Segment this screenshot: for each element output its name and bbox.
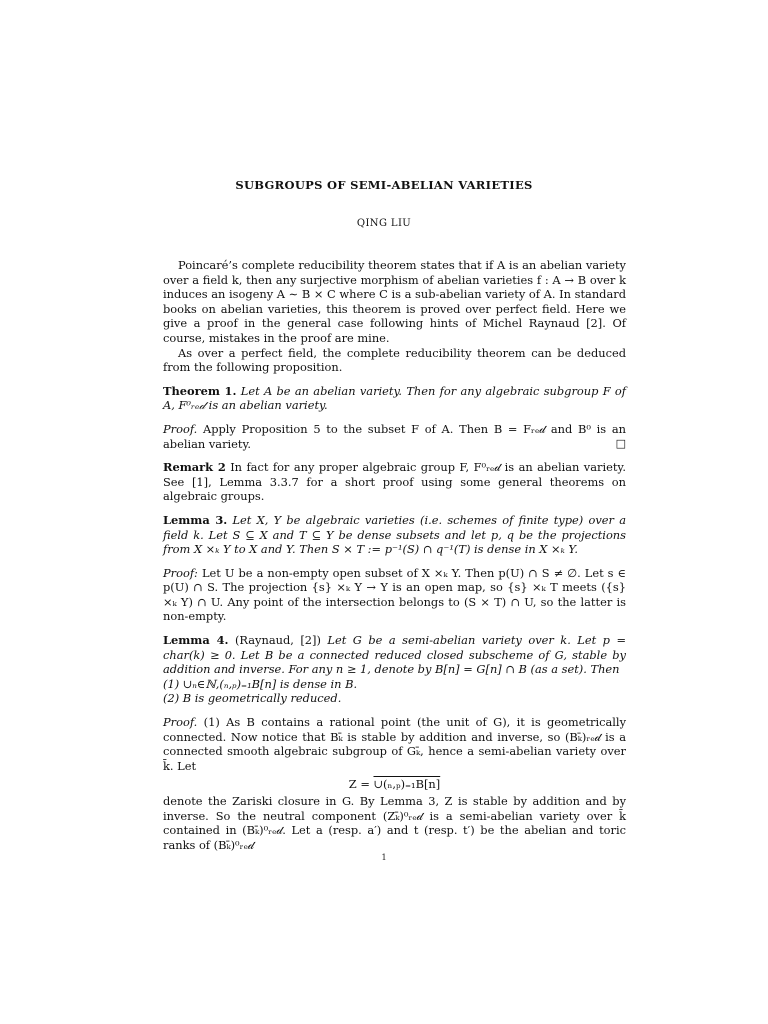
theorem-1-text: Let A be an abelian variety. Then for any algebraic subgroup F of A, F⁰ᵣₑ𝒹 is an abelian variety. (163, 383, 626, 413)
proof-4-label: Proof. (163, 715, 198, 730)
formula-lhs: Z = (348, 777, 374, 792)
lemma-4-cite: (Raynaud, [2]) (234, 633, 321, 648)
intro-paragraph-2: As over a perfect field, the complete reducibility theorem can be deduced from the following proposition. (163, 345, 626, 375)
qed-icon: □ (615, 436, 626, 450)
zariski-closure-formula (163, 777, 626, 792)
theorem-1 (163, 384, 626, 413)
proof-4 (163, 715, 626, 773)
lemma-4-item-2: (2) B is geometrically reduced. (163, 691, 342, 706)
proof-1-text: Apply Proposition 5 to the subset F of A. Then B = Fᵣₑ𝒹 and B⁰ is an abelian variety. (163, 421, 626, 451)
lemma-4 (163, 633, 626, 677)
intro-paragraph-1: Poincaré’s complete reducibility theorem states that if A is an abelian variety over a field k, then any surjective morphism of abelian varieties f : A → B over k induces an isogeny A ∼ B × C where C is a sub-abelian variety of A. In standard books on abelian varieties, this theorem is proved over perfect field. Here we give a proof in the general case following hints of Michel Raynaud [2]. Of course, mistakes in the proof are mine. (163, 258, 626, 345)
remark-2-text: In fact for any proper algebraic group F, F⁰ᵣₑ𝒹 is an abelian variety. See [1], Lemma 3.3.7 for a short proof using some general theorems on algebraic groups. (163, 460, 626, 504)
lemma-3-text: Let X, Y be algebraic varieties (i.e. schemes of finite type) over a field k. Let S ⊆ X and T ⊆ Y be dense subsets and let p, q be the projections from X ×ₖ Y to X and Y. Then S × T := p⁻¹(S) ∩ q⁻¹(T) is dense in X ×ₖ Y. (163, 512, 626, 557)
lemma-4-text: Let G be a semi-abelian variety over k. Let p = char(k) ≥ 0. Let B be a connected reduced closed subscheme of G, stable by addition and inverse. For any n ≥ 1, denote by B[n] = G[n] ∩ B (as a set). Then (163, 633, 626, 677)
page-number: 1 (381, 853, 387, 862)
proof-1 (163, 422, 626, 451)
paper-title: SUBGROUPS OF SEMI-ABELIAN VARIETIES (235, 178, 533, 192)
lemma-4-label: Lemma 4. (163, 633, 229, 648)
proof-3-text: Let U be a non-empty open subset of X ×ₖ Y. Then p(U) ∩ S ≠ ∅. Let s ∈ p(U) ∩ S. The projection {s} ×ₖ Y → Y is an open map, so {s} ×ₖ T meets ({s} ×ₖ Y) ∩ U. Any point of the intersection belongs to (S × T) ∩ U, so the latter is non-empty. (163, 565, 627, 624)
proof-3-label: Proof: (163, 565, 198, 580)
proof-3 (163, 566, 626, 624)
lemma-3 (163, 513, 626, 557)
paper-body (163, 258, 626, 852)
theorem-1-label: Theorem 1. (163, 383, 237, 398)
lemma-4-item-1: (1) ∪ₙ∈ℕ,(ₙ,ₚ)₌₁B[n] is dense in B. (163, 676, 358, 691)
formula-rhs: ∪(ₙ,ₚ)₌₁B[n] (373, 777, 441, 792)
proof-4-text: (1) As B contains a rational point (the unit of G), it is geometrically connected. Now notice that Bₖ̄ is stable by addition and inverse, so (Bₖ̄)ᵣₑ𝒹 is a connected smooth algebraic subgroup of Gₖ̄, hence a semi-abelian variety over k̄. Let (163, 715, 627, 773)
remark-2 (163, 460, 626, 504)
proof-1-label: Proof. (163, 421, 198, 436)
lemma-3-label: Lemma 3. (163, 512, 228, 527)
remark-2-label: Remark 2 (163, 460, 226, 475)
proof-4-continued: denote the Zariski closure in G. By Lemma 3, Z is stable by addition and by inverse. So the neutral component (Zₖ̄)⁰ᵣₑ𝒹 is a semi-abelian variety over k̄ contained in (Bₖ̄)⁰ᵣₑ𝒹. Let a (resp. a′) and t (resp. t′) be the abelian and toric ranks of (Bₖ̄)⁰ᵣₑ𝒹 (163, 794, 626, 852)
author-name: QING LIU (356, 218, 412, 229)
